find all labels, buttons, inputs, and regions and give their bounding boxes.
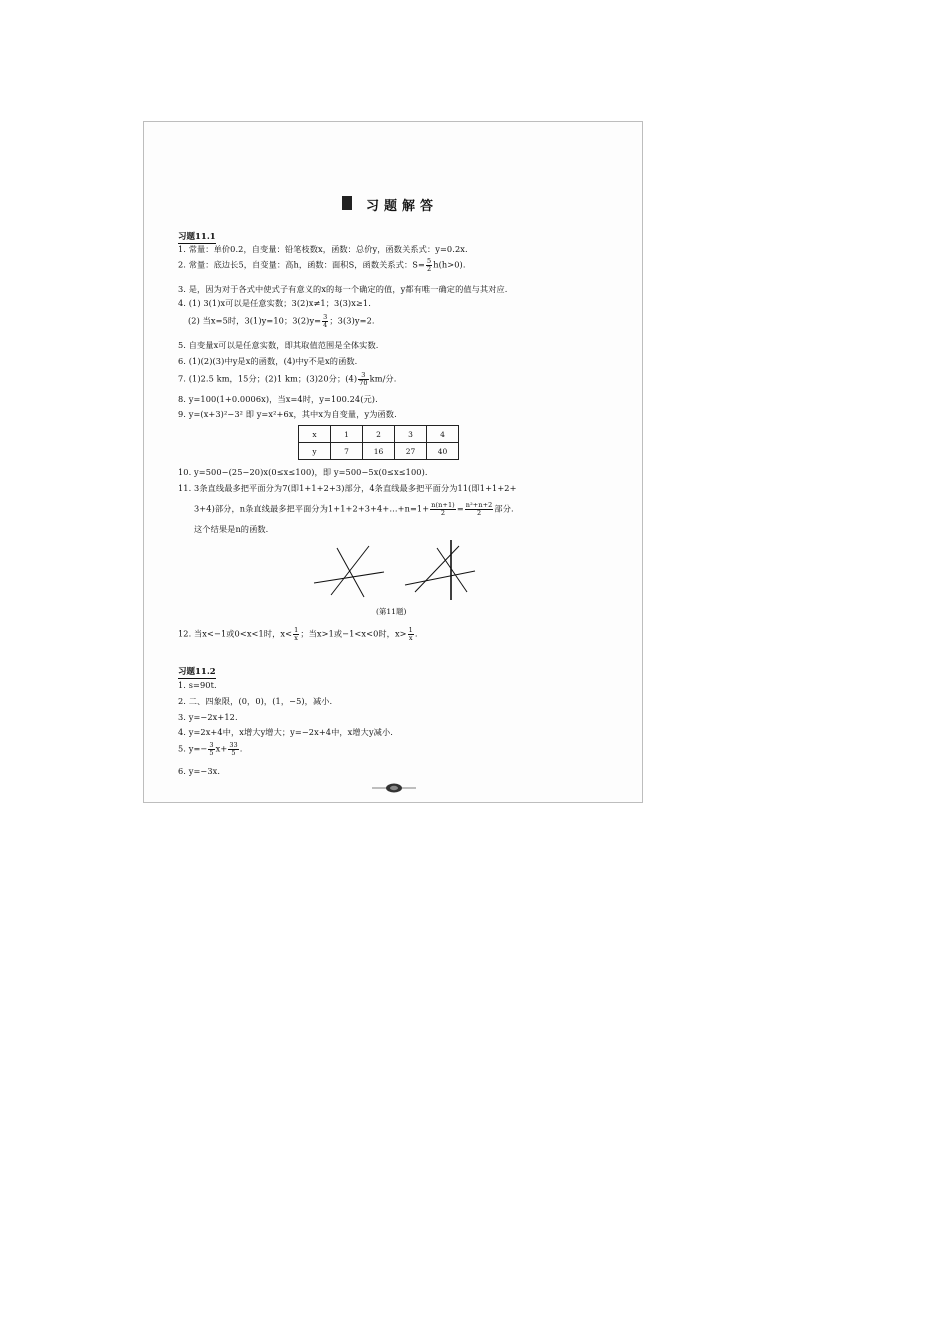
table-cell: 7 <box>331 443 363 460</box>
answer-line-7: 7. (1)2.5 km，15分；(2)1 km；(3)20分；(4) $\frac{3}{70}$ km/分. <box>178 371 397 387</box>
lines-figure <box>309 540 479 600</box>
title-block <box>342 195 457 213</box>
figure-line <box>437 548 467 592</box>
answer-line-11: 11. 3条直线最多把平面分为7(即1+1+2+3)部分，4条直线最多把平面分为11(即1+1+2+ <box>178 483 517 493</box>
page-ornament-icon <box>372 782 416 794</box>
answer-line-1: 1. 常量：单价0.2，自变量：铅笔枝数x，函数：总价y，函数关系式：y=0.2x. <box>178 244 468 254</box>
figure-line <box>415 546 459 592</box>
fraction: $\frac{n(n+1)}{2}$ <box>431 501 455 517</box>
figure-three-lines <box>314 546 384 597</box>
table-row <box>299 426 459 443</box>
fraction: $\frac{1}{x}$ <box>408 626 413 642</box>
table-cell: 2 <box>363 426 395 443</box>
figure-four-lines <box>405 540 475 600</box>
figure-line <box>405 571 475 585</box>
page-title: 习题解答 <box>366 199 439 214</box>
answer-line-3: 3. 是，因为对于各式中使式子有意义的x的每一个确定的值，y都有唯一确定的值与其对应. <box>178 284 508 294</box>
answer-line-11-cont: 3+4)部分，n条直线最多把平面分为1+1+2+3+4+…+n=1+ $\frac{n(n+1)}{2}$ = $\frac{\text{n²+n+2}}{2}$ 部分. <box>194 501 514 517</box>
answer2-line-4: 4. y=2x+4中，x增大y增大；y=−2x+4中，x增大y减小. <box>178 727 393 737</box>
figure-line <box>331 546 369 595</box>
table-cell: 27 <box>395 443 427 460</box>
answer-line-9: 9. y=(x+3)²−3² 即 y=x²+6x，其中x为自变量，y为函数. <box>178 409 397 419</box>
answer2-line-3: 3. y=−2x+12. <box>178 712 238 722</box>
table-cell: 16 <box>363 443 395 460</box>
figure-line <box>314 572 384 583</box>
fraction: $\frac{5}{2}$ <box>426 257 432 273</box>
fraction: $\frac{33}{5}$ <box>229 741 238 757</box>
table-cell: x <box>299 426 331 443</box>
answer-line-12: 12. 当x<−1或0<x<1时，x< $\frac{1}{x}$ ；当x>1或−1<x<0时，x> $\frac{1}{x}$ . <box>178 626 418 642</box>
value-table <box>298 425 459 460</box>
answer-line-5: 5. 自变量x可以是任意实数，即其取值范围是全体实数. <box>178 340 379 350</box>
table-cell: 4 <box>427 426 459 443</box>
answer-line-10: 10. y=500−(25−20)x(0≤x≤100)，即 y=500−5x(0≤x≤100). <box>178 467 428 477</box>
answer-line-8: 8. y=100(1+0.0006x)，当x=4时，y=100.24(元). <box>178 394 378 404</box>
scanned-page <box>143 121 643 803</box>
answer-line-6: 6. (1)(2)(3)中y是x的函数，(4)中y不是x的函数. <box>178 356 358 366</box>
answer2-line-2: 2. 二、四象限，(0，0)，(1，−5)，减小. <box>178 696 333 706</box>
table-cell: 3 <box>395 426 427 443</box>
table-row <box>299 443 459 460</box>
table-cell: y <box>299 443 331 460</box>
section-heading-11-2: 习题11.2 <box>178 667 216 677</box>
table-cell: 40 <box>427 443 459 460</box>
table-cell: 1 <box>331 426 363 443</box>
fraction: $\frac{3}{4}$ <box>323 313 328 329</box>
answer2-line-5: 5. y=− $\frac{3}{5}$ x+ $\frac{33}{5}$ . <box>178 741 243 757</box>
fraction: $\frac{1}{x}$ <box>294 626 299 642</box>
fraction: $\frac{3}{5}$ <box>209 741 214 757</box>
section-heading-11-1: 习题11.1 <box>178 232 216 242</box>
fraction: $\frac{\text{n²+n+2}}{2}$ <box>465 501 493 517</box>
answer2-line-1: 1. s=90t. <box>178 680 217 690</box>
answer2-line-6: 6. y=−3x. <box>178 766 221 776</box>
answer-line-11-end: 这个结果是n的函数. <box>194 524 269 534</box>
answer-line-4: 4. (1) 3(1)x可以是任意实数；3(2)x≠1；3(3)x≥1. <box>178 298 371 308</box>
answer-line-2: 2. 常量：底边长5，自变量：高h，函数：面积S，函数关系式：S= $\frac{5}{2}$ h(h>0). <box>178 257 466 273</box>
figure-caption: (第11题) <box>376 607 407 616</box>
answer-line-4-part2: (2) 当x=5时，3(1)y=10；3(2)y= $\frac{3}{4}$ ；3(3)y=2. <box>188 313 375 329</box>
title-marker-icon <box>342 196 352 210</box>
fraction: $\frac{3}{70}$ <box>359 371 368 387</box>
figure-line <box>337 548 364 597</box>
